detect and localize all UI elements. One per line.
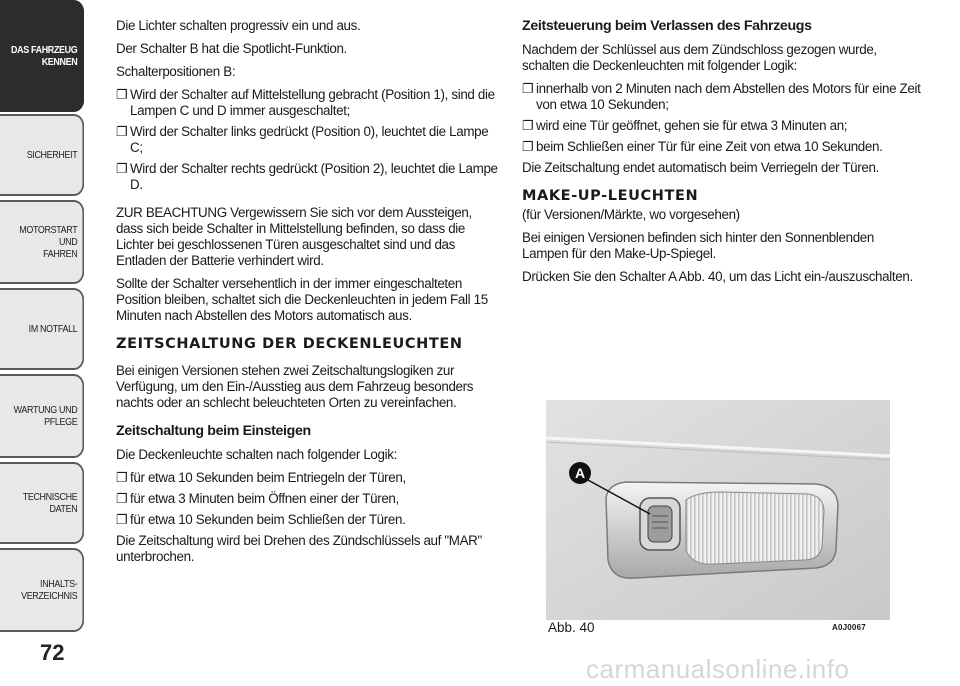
list-item: ❐ beim Schließen einer Tür für eine Zeit von etwa 10 Sekunden. [522,139,883,154]
checkbox-bullet-icon: ❐ [116,124,128,139]
figure-code: A0J0067 [832,623,866,632]
paragraph: Der Schalter B hat die Spotlicht-Funktion. [116,41,347,56]
tab-technische-daten[interactable]: TECHNISCHE DATEN [0,462,84,544]
tab-im-notfall[interactable]: IM NOTFALL [0,288,84,370]
list-item: ❐ wird eine Tür geöffnet, gehen sie für etwa 3 Minuten an; [522,118,848,133]
subsection-heading: Zeitschaltung beim Einsteigen [116,423,311,439]
checkbox-bullet-icon: ❐ [522,81,534,96]
list-item: ❐ Wird der Schalter auf Mittelstellung gebracht (Position 1), sind die Lampen C und D immer ausgeschaltet; [116,87,495,118]
figure-make-up-light [546,400,890,620]
tab-inhaltsverzeichnis[interactable]: INHALTS- VERZEICHNIS [0,548,84,632]
tab-motorstart-und-fahren[interactable]: MOTORSTART UND FAHREN [0,200,84,284]
paragraph: Die Deckenleuchte schalten nach folgender Logik: [116,447,397,462]
checkbox-bullet-icon: ❐ [116,161,128,176]
tab-das-fahrzeug-kennen[interactable]: DAS FAHRZEUG KENNEN [0,0,84,112]
figure-caption: Abb. 40 [548,620,595,635]
subsection-heading: Zeitsteuerung beim Verlassen des Fahrzeugs [522,18,812,34]
paragraph: Bei einigen Versionen stehen zwei Zeitschaltungslogiken zur Verfügung, um den Ein-/Ausstieg aus dem Fahrzeug besonders nachts oder an schlecht beleuchteten Orten zu vereinfachen. [116,363,474,410]
paragraph: Drücken Sie den Schalter A Abb. 40, um das Licht ein-/auszuschalten. [522,269,913,284]
paragraph: Nachdem der Schlüssel aus dem Zündschloss gezogen wurde, schalten die Deckenleuchten mit folgender Logik: [522,42,877,73]
make-up-light-illustration [546,400,890,620]
paragraph: Sollte der Schalter versehentlich in der immer eingeschalteten Position bleiben, schaltet sich die Deckenleuchten in jedem Fall 15 Minuten nach Abstellen des Motors automatisch aus. [116,276,488,323]
right-column [522,18,922,292]
note-paragraph: ZUR BEACHTUNG Vergewissern Sie sich vor dem Aussteigen, dass sich beide Schalter in Mittelstellung befinden, so dass die Lichter bei geschlossenen Türen ausgeschaltet sind und das Entladen der Batterie verhindert wird. [116,205,472,268]
heading-note: (für Versionen/Märkte, wo vorgesehen) [522,207,740,222]
paragraph: Bei einigen Versionen befinden sich hinter den Sonnenblenden Lampen für den Make-Up-Spiegel. [522,230,874,261]
paragraph: Schalterpositionen B: [116,64,236,79]
checkbox-bullet-icon: ❐ [116,512,128,527]
checkbox-bullet-icon: ❐ [116,491,128,506]
list-item: ❐ für etwa 10 Sekunden beim Schließen der Türen. [116,512,406,527]
paragraph: Die Zeitschaltung endet automatisch beim Verriegeln der Türen. [522,160,879,175]
list-item: ❐ Wird der Schalter links gedrückt (Position 0), leuchtet die Lampe C; [116,124,489,155]
list-item: ❐ für etwa 10 Sekunden beim Entriegeln der Türen, [116,470,406,485]
list-item: ❐ innerhalb von 2 Minuten nach dem Abstellen des Motors für eine Zeit von etwa 10 Sekunden; [522,81,921,112]
page-number: 72 [40,640,65,665]
section-heading: MAKE-UP-LEUCHTEN [522,188,699,204]
paragraph: Die Zeitschaltung wird bei Drehen des Zündschlüssels auf "MAR" unterbrochen. [116,533,482,564]
tab-wartung-und-pflege[interactable]: WARTUNG UND PFLEGE [0,374,84,458]
watermark: carmanualsonline.info [586,654,850,684]
section-heading: ZEITSCHALTUNG DER DECKENLEUCHTEN [116,336,463,352]
checkbox-bullet-icon: ❐ [116,87,128,102]
checkbox-bullet-icon: ❐ [116,470,128,485]
tab-sicherheit[interactable]: SICHERHEIT [0,114,84,196]
chapter-sidebar [0,0,100,640]
paragraph: Die Lichter schalten progressiv ein und aus. [116,18,361,33]
list-item: ❐ für etwa 3 Minuten beim Öffnen einer der Türen, [116,491,399,506]
checkbox-bullet-icon: ❐ [522,139,534,154]
checkbox-bullet-icon: ❐ [522,118,534,133]
callout-a: A [574,465,586,481]
left-column [116,18,500,572]
list-item: ❐ Wird der Schalter rechts gedrückt (Position 2), leuchtet die Lampe D. [116,161,498,192]
